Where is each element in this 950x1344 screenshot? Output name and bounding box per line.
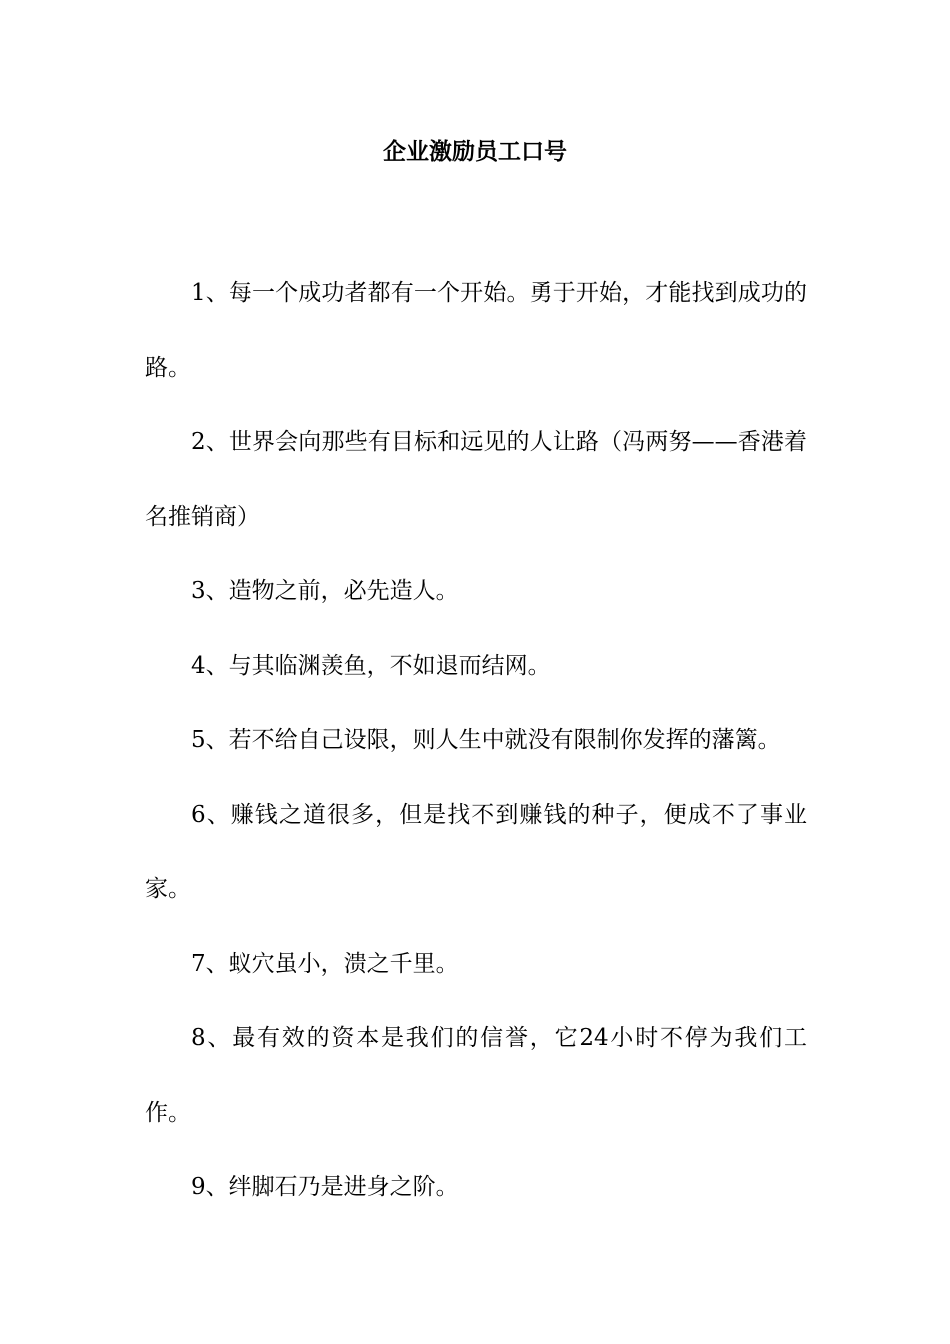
slogan-item: 2、世界会向那些有目标和远见的人让路（冯两努——香港着名推销商） <box>145 429 807 530</box>
slogan-item: 9、绊脚石乃是进身之阶。 <box>191 1174 459 1200</box>
slogan-list <box>145 256 807 1225</box>
slogan-item: 1、每一个成功者都有一个开始。勇于开始，才能找到成功的路。 <box>145 280 807 381</box>
slogan-item: 3、造物之前，必先造人。 <box>191 578 459 604</box>
document-title: 企业激励员工口号 <box>383 138 567 165</box>
slogan-item: 8、最有效的资本是我们的信誉，它24小时不停为我们工作。 <box>145 1025 807 1126</box>
slogan-item: 4、与其临渊羡鱼，不如退而结网。 <box>191 652 551 679</box>
slogan-item: 6、赚钱之道很多，但是找不到赚钱的种子，便成不了事业家。 <box>145 801 807 902</box>
slogan-item: 5、若不给自己设限，则人生中就没有限制你发挥的藩篱。 <box>191 727 781 753</box>
slogan-item: 7、蚁穴虽小，溃之千里。 <box>191 950 459 977</box>
